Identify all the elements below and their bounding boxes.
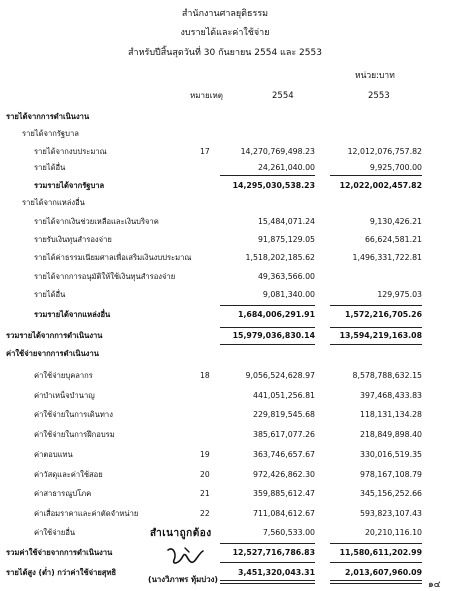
row-value-2554: 1,518,202,185.62 xyxy=(245,253,315,262)
total-line-2553-expense xyxy=(330,543,422,544)
row-value-2553: 11,580,611,202.99 xyxy=(339,548,422,557)
row-label: รายได้อื่น xyxy=(34,163,66,172)
row-value-2553: 13,594,219,163.08 xyxy=(339,331,422,340)
row-value-2554: 711,084,612.67 xyxy=(252,509,315,518)
signature-mark xyxy=(165,544,207,570)
row-value-2553: 66,624,581.21 xyxy=(364,235,422,244)
row-label: ค่าใช้จ่ายในการฝึกอบรม xyxy=(34,430,115,439)
row-label: รวมค่าใช้จ่ายจากการดำเนินงาน xyxy=(6,548,113,557)
row-value-2553: 2,013,607,960.09 xyxy=(345,568,422,577)
total-line-2554-revenue xyxy=(220,327,315,328)
row-value-2554: 91,875,129.05 xyxy=(257,235,315,244)
row-value-2554: 3,451,320,043.31 xyxy=(238,568,315,577)
row-label: รวมรายได้จากรัฐบาล xyxy=(34,181,105,190)
row-value-2553: 397,468,433.83 xyxy=(359,391,422,400)
row-value-2554: 49,363,566.00 xyxy=(257,272,315,281)
row-value-2554: 385,617,077.26 xyxy=(252,430,315,439)
net-line-2554-top xyxy=(220,562,315,563)
row-label: รายได้จากการอนุมัติให้ใช้เงินทุนสำรองจ่าย xyxy=(34,272,176,281)
net-double-line-2553-a xyxy=(330,580,422,581)
currency-unit: หน่วย:บาท xyxy=(355,71,395,81)
column-header-2553: 2553 xyxy=(368,91,390,101)
organization-name: สำนักงานศาลยุติธรรม xyxy=(181,9,269,19)
row-label: รายได้จากแหล่งอื่น xyxy=(22,198,85,207)
row-value-2554: 14,295,030,538.23 xyxy=(232,181,315,190)
row-value-2554: 359,885,612.47 xyxy=(252,489,315,498)
row-label: ค่าใช้จ่ายในการเดินทาง xyxy=(34,410,113,419)
row-value-2553: 593,823,107.43 xyxy=(359,509,422,518)
row-label: ค่าบำเหน็จบำนาญ xyxy=(34,391,95,400)
row-value-2554: 9,081,340.00 xyxy=(262,290,315,299)
row-label: ค่าใช้จ่ายจากการดำเนินงาน xyxy=(6,349,99,358)
subtotal-line-2554-other xyxy=(220,305,315,306)
net-double-line-2553-b xyxy=(330,583,422,584)
row-value-2554: 7,560,533.00 xyxy=(262,528,315,537)
net-double-line-2554-a xyxy=(220,580,315,581)
subtotal-line-2553-gov xyxy=(330,175,422,176)
row-label: ค่าสาธารณูปโภค xyxy=(34,489,92,498)
row-value-2554: 9,056,524,628.97 xyxy=(245,371,315,380)
row-value-2554: 441,051,256.81 xyxy=(252,391,315,400)
row-value-2554: 363,746,657.67 xyxy=(252,450,315,459)
row-value-2554: 24,261,040.00 xyxy=(257,163,315,172)
row-value-2553: 118,131,134.28 xyxy=(359,410,422,419)
row-label: รายได้อื่น xyxy=(34,290,66,299)
row-label: รายรับเงินทุนสำรองจ่าย xyxy=(34,235,112,244)
row-value-2553: 12,022,002,457.82 xyxy=(339,181,422,190)
row-label: ค่าใช้จ่ายอื่น xyxy=(34,528,76,537)
row-value-2553: 330,016,519.35 xyxy=(359,450,422,459)
row-value-2553: 1,572,216,705.26 xyxy=(345,310,422,319)
row-value-2553: 1,496,331,722.81 xyxy=(352,253,422,262)
row-label: รายได้จากเงินช่วยเหลือและเงินบริจาค xyxy=(34,217,159,226)
row-value-2554: 229,819,545.68 xyxy=(252,410,315,419)
signer-name: (นางวิภาพร ทุ้มบ่วง) xyxy=(148,575,218,584)
total-line-2553-revenue xyxy=(330,327,422,328)
row-value-2553: 8,578,788,632.15 xyxy=(352,371,422,380)
statement-period: สำหรับปีสิ้นสุดวันที่ 30 กันยายน 2554 และ 2553 xyxy=(128,48,322,58)
row-value-2554: 15,484,071.24 xyxy=(257,217,315,226)
row-value-2554: 1,684,006,291.91 xyxy=(238,310,315,319)
row-value-2553: 345,156,252.66 xyxy=(359,489,422,498)
row-note: 21 xyxy=(200,489,210,498)
total-double-line-2553-revenue xyxy=(330,344,422,345)
row-label: รวมรายได้จากแหล่งอื่น xyxy=(34,310,111,319)
row-value-2553: 978,167,108.79 xyxy=(359,470,422,479)
row-label: รายได้จากรัฐบาล xyxy=(22,129,79,138)
subtotal-line-2554-gov xyxy=(220,175,315,176)
row-label: ค่าวัสดุและค่าใช้สอย xyxy=(34,470,103,479)
net-line-2553-top xyxy=(330,562,422,563)
row-note: 22 xyxy=(200,509,210,518)
page-number: ๑๔ xyxy=(428,580,441,590)
row-value-2553: 218,849,898.40 xyxy=(359,430,422,439)
row-note: 20 xyxy=(200,470,210,479)
total-double-line-2554-revenue xyxy=(220,344,315,345)
row-label: รายได้จากงบประมาณ xyxy=(34,147,107,156)
row-value-2553: 12,012,076,757.82 xyxy=(347,147,422,156)
row-note: 19 xyxy=(200,450,210,459)
statement-title: งบรายได้และค่าใช้จ่าย xyxy=(180,28,270,38)
row-value-2554: 14,270,769,498.23 xyxy=(240,147,315,156)
row-label: รายได้จากการดำเนินงาน xyxy=(6,112,90,121)
row-note: 17 xyxy=(200,147,210,156)
subtotal-line-2553-other xyxy=(330,305,422,306)
row-value-2553: 9,925,700.00 xyxy=(369,163,422,172)
row-value-2554: 15,979,036,830.14 xyxy=(232,331,315,340)
column-header-2554: 2554 xyxy=(272,91,294,101)
row-value-2554: 12,527,716,786.83 xyxy=(232,548,315,557)
row-value-2553: 9,130,426.21 xyxy=(369,217,422,226)
row-note: 18 xyxy=(200,371,210,380)
row-label: รายได้ค่าธรรมเนียมศาลเพื่อเสริมเงินงบประมาณ xyxy=(34,253,192,262)
row-value-2553: 20,210,116.10 xyxy=(364,528,422,537)
row-label: รวมรายได้จากการดำเนินงาน xyxy=(6,331,103,340)
row-label: ค่าตอบแทน xyxy=(34,450,73,459)
certified-copy-stamp: สำเนาถูกต้อง xyxy=(150,528,212,539)
row-label: รายได้สูง (ต่ำ) กว่าค่าใช้จ่ายสุทธิ xyxy=(6,568,117,577)
row-label: ค่าเสื่อมราคาและค่าตัดจำหน่าย xyxy=(34,509,139,518)
net-double-line-2554-b xyxy=(220,583,315,584)
total-line-2554-expense xyxy=(220,543,315,544)
row-label: ค่าใช้จ่ายบุคลากร xyxy=(34,371,93,380)
row-value-2553: 129,975.03 xyxy=(377,290,422,299)
row-value-2554: 972,426,862.30 xyxy=(252,470,315,479)
column-header-note: หมายเหตุ xyxy=(190,91,223,100)
